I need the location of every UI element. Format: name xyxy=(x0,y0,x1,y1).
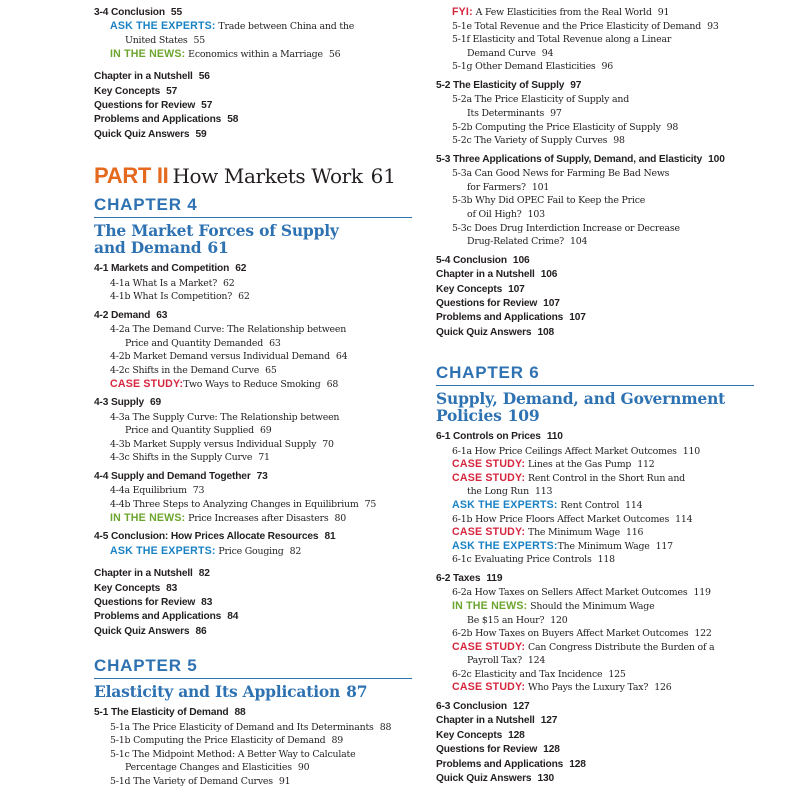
toc-subsection[interactable]: 5-1g Other Demand Elasticities 96 xyxy=(452,61,614,73)
toc-feature-ask-experts[interactable]: ASK THE EXPERTS: Price Gouging 82 xyxy=(110,544,302,557)
toc-feature-cont: Payroll Tax? 124 xyxy=(467,655,546,667)
toc-section[interactable]: 4-1 Markets and Competition 62 xyxy=(94,263,247,275)
toc-subsection[interactable]: 5-1b Computing the Price Elasticity of Demand 89 xyxy=(110,735,344,747)
toc-end-matter[interactable]: Quick Quiz Answers 59 xyxy=(94,128,207,140)
toc-subsection[interactable]: 4-1a What Is a Market? 62 xyxy=(110,277,235,289)
toc-subsection[interactable]: 4-3a The Supply Curve: The Relationship between xyxy=(110,411,340,423)
toc-section[interactable]: 3-4 Conclusion 55 xyxy=(94,7,182,18)
toc-end-matter[interactable]: Key Concepts 128 xyxy=(436,729,525,741)
toc-subsection[interactable]: 6-2c Elasticity and Tax Incidence 125 xyxy=(452,668,626,680)
toc-subsection[interactable]: 4-2b Market Demand versus Individual Demand 64 xyxy=(110,351,348,363)
toc-subsection[interactable]: 4-1b What Is Competition? 62 xyxy=(110,291,250,303)
toc-subsection[interactable]: 4-2c Shifts in the Demand Curve 65 xyxy=(110,365,277,376)
toc-feature-case-study[interactable]: CASE STUDY: Lines at the Gas Pump 112 xyxy=(452,458,655,471)
toc-subsection-cont: Price and Quantity Demanded 63 xyxy=(125,337,281,349)
toc-end-matter[interactable]: Problems and Applications 128 xyxy=(436,758,586,770)
toc-end-matter[interactable]: Questions for Review 57 xyxy=(94,100,213,111)
toc-subsection[interactable]: 5-1c The Midpoint Method: A Better Way to Calculate xyxy=(110,748,356,760)
toc-section[interactable]: 5-2 The Elasticity of Supply 97 xyxy=(436,79,582,91)
toc-subsection[interactable]: 5-3c Does Drug Interdiction Increase or Decrease xyxy=(452,222,680,234)
toc-end-matter[interactable]: Chapter in a Nutshell 56 xyxy=(94,71,210,83)
toc-feature-ask-experts[interactable]: ASK THE EXPERTS: Rent Control 114 xyxy=(452,498,643,511)
toc-subsection[interactable]: 6-1c Evaluating Price Controls 118 xyxy=(452,554,615,566)
toc-subsection[interactable]: 5-2c The Variety of Supply Curves 98 xyxy=(452,135,625,147)
toc-feature-in-the-news[interactable]: IN THE NEWS: Price Increases after Disasters 80 xyxy=(110,511,347,524)
toc-end-matter[interactable]: Questions for Review 83 xyxy=(94,596,213,608)
toc-subsection[interactable]: 5-1e Total Revenue and the Price Elasticity of Demand 93 xyxy=(452,20,719,32)
toc-end-matter[interactable]: Quick Quiz Answers 108 xyxy=(436,326,554,338)
toc-subsection-cont: for Farmers? 101 xyxy=(467,181,550,193)
toc-feature-in-the-news[interactable]: IN THE NEWS: Should the Minimum Wage xyxy=(452,599,655,612)
toc-subsection[interactable]: 4-4a Equilibrium 73 xyxy=(110,485,205,497)
toc-subsection[interactable]: 5-1a The Price Elasticity of Demand and Its Determinants 88 xyxy=(110,721,392,733)
toc-subsection[interactable]: 4-4b Three Steps to Analyzing Changes in Equilibrium 75 xyxy=(110,498,377,510)
toc-section[interactable]: 5-4 Conclusion 106 xyxy=(436,254,530,266)
toc-subsection[interactable]: 5-3b Why Did OPEC Fail to Keep the Price xyxy=(452,195,646,207)
toc-section[interactable]: 4-4 Supply and Demand Together 73 xyxy=(94,470,268,482)
toc-subsection[interactable]: 5-1f Elasticity and Total Revenue along a Linear xyxy=(452,34,672,46)
toc-feature-ask-experts[interactable]: ASK THE EXPERTS:The Minimum Wage 117 xyxy=(452,539,673,552)
toc-end-matter[interactable]: Problems and Applications 84 xyxy=(94,611,239,623)
chapter-label: CHAPTER 6 xyxy=(436,362,754,386)
toc-end-matter[interactable]: Quick Quiz Answers 130 xyxy=(436,773,554,785)
toc-feature-case-study[interactable]: CASE STUDY: Can Congress Distribute the Burden of a xyxy=(452,640,715,653)
toc-subsection[interactable]: 6-2b How Taxes on Buyers Affect Market Outcomes 122 xyxy=(452,628,712,640)
toc-section[interactable]: 6-3 Conclusion 127 xyxy=(436,701,530,713)
toc-section[interactable]: 4-5 Conclusion: How Prices Allocate Resources 81 xyxy=(94,531,336,543)
chapter-label: CHAPTER 4 xyxy=(94,194,412,218)
toc-feature-case-study[interactable]: CASE STUDY: Who Pays the Luxury Tax? 126 xyxy=(452,681,672,694)
toc-end-matter[interactable]: Key Concepts 83 xyxy=(94,582,178,594)
toc-subsection[interactable]: 6-2a How Taxes on Sellers Affect Market Outcomes 119 xyxy=(452,587,711,599)
toc-end-matter[interactable]: Questions for Review 107 xyxy=(436,297,560,309)
chapter-label: CHAPTER 5 xyxy=(94,655,412,679)
chapter-title[interactable]: Supply, Demand, and Government Policies 109 xyxy=(436,389,726,426)
toc-section[interactable]: 5-3 Three Applications of Supply, Demand, and Elasticity 100 xyxy=(436,153,725,165)
toc-end-matter[interactable]: Problems and Applications 58 xyxy=(94,114,239,126)
toc-feature-cont: Be $15 an Hour? 120 xyxy=(467,614,568,626)
toc-end-matter[interactable]: Chapter in a Nutshell 106 xyxy=(436,269,558,281)
part-heading[interactable]: PART II How Markets Work 61 xyxy=(94,163,397,189)
chapter-title[interactable]: Elasticity and Its Application 87 xyxy=(94,682,368,702)
toc-end-matter[interactable]: Key Concepts 107 xyxy=(436,283,525,295)
toc-feature-case-study[interactable]: CASE STUDY:Two Ways to Reduce Smoking 68 xyxy=(110,377,339,390)
toc-subsection[interactable]: 5-1d The Variety of Demand Curves 91 xyxy=(110,775,291,787)
toc-feature-ask-experts[interactable]: ASK THE EXPERTS: Trade between China and the xyxy=(110,20,355,33)
toc-feature-cont: United States 55 xyxy=(125,35,206,46)
toc-subsection[interactable]: 5-2a The Price Elasticity of Supply and xyxy=(452,94,630,106)
toc-section[interactable]: 4-2 Demand 63 xyxy=(94,309,168,321)
toc-left-column xyxy=(94,6,412,789)
toc-right-column xyxy=(436,6,754,787)
toc-subsection-cont: Drug-Related Crime? 104 xyxy=(467,236,588,248)
toc-subsection[interactable]: 6-1b How Price Floors Affect Market Outcomes 114 xyxy=(452,513,693,525)
toc-subsection-cont: Price and Quantity Supplied 69 xyxy=(125,425,272,437)
toc-feature-fyi[interactable]: FYI: A Few Elasticities from the Real World 91 xyxy=(452,6,670,18)
toc-section[interactable]: 6-1 Controls on Prices 110 xyxy=(436,431,563,443)
toc-end-matter[interactable]: Chapter in a Nutshell 127 xyxy=(436,715,558,727)
toc-subsection-cont: of Oil High? 103 xyxy=(467,208,545,220)
toc-section[interactable]: 5-1 The Elasticity of Demand 88 xyxy=(94,707,246,719)
toc-section[interactable]: 6-2 Taxes 119 xyxy=(436,572,503,584)
toc-feature-case-study[interactable]: CASE STUDY: Rent Control in the Short Run and xyxy=(452,471,685,484)
toc-subsection[interactable]: 5-3a Can Good News for Farming Be Bad News xyxy=(452,168,670,180)
toc-subsection[interactable]: 4-2a The Demand Curve: The Relationship between xyxy=(110,324,347,336)
toc-end-matter[interactable]: Quick Quiz Answers 86 xyxy=(94,625,207,637)
toc-end-matter[interactable]: Problems and Applications 107 xyxy=(436,312,586,324)
toc-end-matter[interactable]: Questions for Review 128 xyxy=(436,744,560,756)
toc-end-matter[interactable]: Key Concepts 57 xyxy=(94,85,178,97)
toc-section[interactable]: 4-3 Supply 69 xyxy=(94,397,162,409)
toc-feature-in-the-news[interactable]: IN THE NEWS: Economics within a Marriage 56 xyxy=(110,47,341,60)
toc-subsection[interactable]: 4-3c Shifts in the Supply Curve 71 xyxy=(110,452,270,464)
toc-subsection[interactable]: 4-3b Market Supply versus Individual Supply 70 xyxy=(110,438,334,450)
toc-subsection-cont: Percentage Changes and Elasticities 90 xyxy=(125,762,310,774)
toc-feature-cont: the Long Run 113 xyxy=(467,486,553,498)
toc-subsection-cont: Demand Curve 94 xyxy=(467,47,554,59)
chapter-title[interactable]: The Market Forces of Supply and Demand 61 xyxy=(94,221,339,258)
toc-subsection[interactable]: 6-1a How Price Ceilings Affect Market Outcomes 110 xyxy=(452,445,701,457)
toc-subsection[interactable]: 5-2b Computing the Price Elasticity of Supply 98 xyxy=(452,121,679,133)
toc-subsection-cont: Its Determinants 97 xyxy=(467,107,562,119)
toc-feature-case-study[interactable]: CASE STUDY: The Minimum Wage 116 xyxy=(452,526,644,539)
toc-end-matter[interactable]: Chapter in a Nutshell 82 xyxy=(94,568,210,580)
